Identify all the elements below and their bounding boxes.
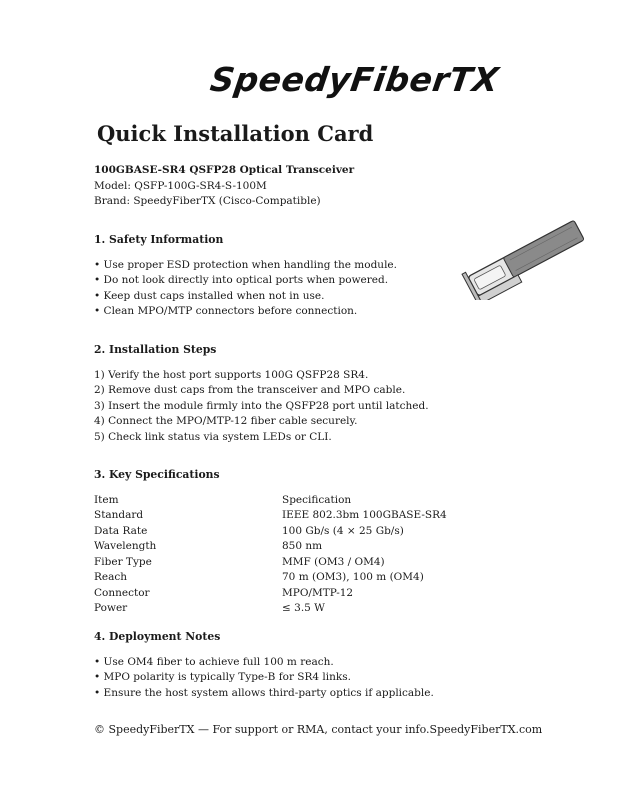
list-item: • Do not look directly into optical ports when powered. xyxy=(94,274,389,286)
page-title: Quick Installation Card xyxy=(97,121,374,146)
spec-value: 850 nm xyxy=(282,540,323,552)
table-row xyxy=(94,524,447,540)
table-row xyxy=(94,508,447,524)
list-item: 1) Verify the host port supports 100G QSFP28 SR4. xyxy=(94,368,369,381)
spec-value: Specification xyxy=(282,493,352,506)
spec-item: Item xyxy=(94,493,119,506)
spec-item: Connector xyxy=(94,586,150,599)
table-row xyxy=(94,601,447,617)
list-item: 5) Check link status via system LEDs or CLI. xyxy=(94,430,332,443)
product-info xyxy=(94,163,354,210)
list-item: • Ensure the host system allows third-party optics if applicable. xyxy=(94,686,434,699)
spec-value: MMF (OM3 / OM4) xyxy=(282,555,385,568)
list-item: • MPO polarity is typically Type-B for SR4 links. xyxy=(94,671,351,683)
spec-item: Wavelength xyxy=(94,540,157,552)
spec-item: Reach xyxy=(94,571,128,583)
list-item: 4) Connect the MPO/MTP-12 fiber cable securely. xyxy=(94,415,358,427)
spec-value: IEEE 802.3bm 100GBASE-SR4 xyxy=(282,509,447,521)
install-heading: 2. Installation Steps xyxy=(94,343,217,356)
transceiver-illustration xyxy=(455,210,605,300)
list-item: 3) Insert the module firmly into the QSFP28 port until latched. xyxy=(94,399,429,412)
spec-item: Fiber Type xyxy=(94,555,152,568)
specs-heading: 3. Key Specifications xyxy=(94,468,220,481)
footer-text: © SpeedyFiberTX — For support or RMA, contact your info.SpeedyFiberTX.com xyxy=(94,723,543,736)
spec-value: ≤ 3.5 W xyxy=(282,602,325,614)
spec-value: MPO/MTP-12 xyxy=(282,586,354,599)
product-name: 100GBASE-SR4 QSFP28 Optical Transceiver xyxy=(94,164,355,176)
safety-section xyxy=(94,232,397,320)
deploy-section xyxy=(94,629,434,701)
table-row xyxy=(94,586,447,602)
spec-value: 100 Gb/s (4 × 25 Gb/s) xyxy=(282,524,404,537)
table-row xyxy=(94,570,447,586)
table-row xyxy=(94,493,447,509)
spec-value: 70 m (OM3), 100 m (OM4) xyxy=(282,571,424,583)
list-item: • Clean MPO/MTP connectors before connection. xyxy=(94,305,358,317)
list-item: 2) Remove dust caps from the transceiver and MPO cable. xyxy=(94,384,406,396)
table-row xyxy=(94,555,447,571)
specs-section xyxy=(94,467,447,617)
spec-item: Standard xyxy=(94,509,144,521)
table-row xyxy=(94,539,447,555)
spec-item: Power xyxy=(94,602,128,614)
list-item: • Use OM4 fiber to achieve full 100 m reach. xyxy=(94,655,334,668)
list-item: • Keep dust caps installed when not in use. xyxy=(94,289,325,302)
list-item: • Use proper ESD protection when handling the module. xyxy=(94,258,397,271)
product-model: Model: QSFP-100G-SR4-S-100M xyxy=(94,179,267,192)
product-brand: Brand: SpeedyFiberTX (Cisco-Compatible) xyxy=(94,195,321,207)
deploy-heading: 4. Deployment Notes xyxy=(94,630,221,643)
spec-item: Data Rate xyxy=(94,524,148,537)
install-section xyxy=(94,342,429,445)
safety-heading: 1. Safety Information xyxy=(94,233,224,246)
brand-logo: SpeedyFiberTX xyxy=(207,60,502,99)
